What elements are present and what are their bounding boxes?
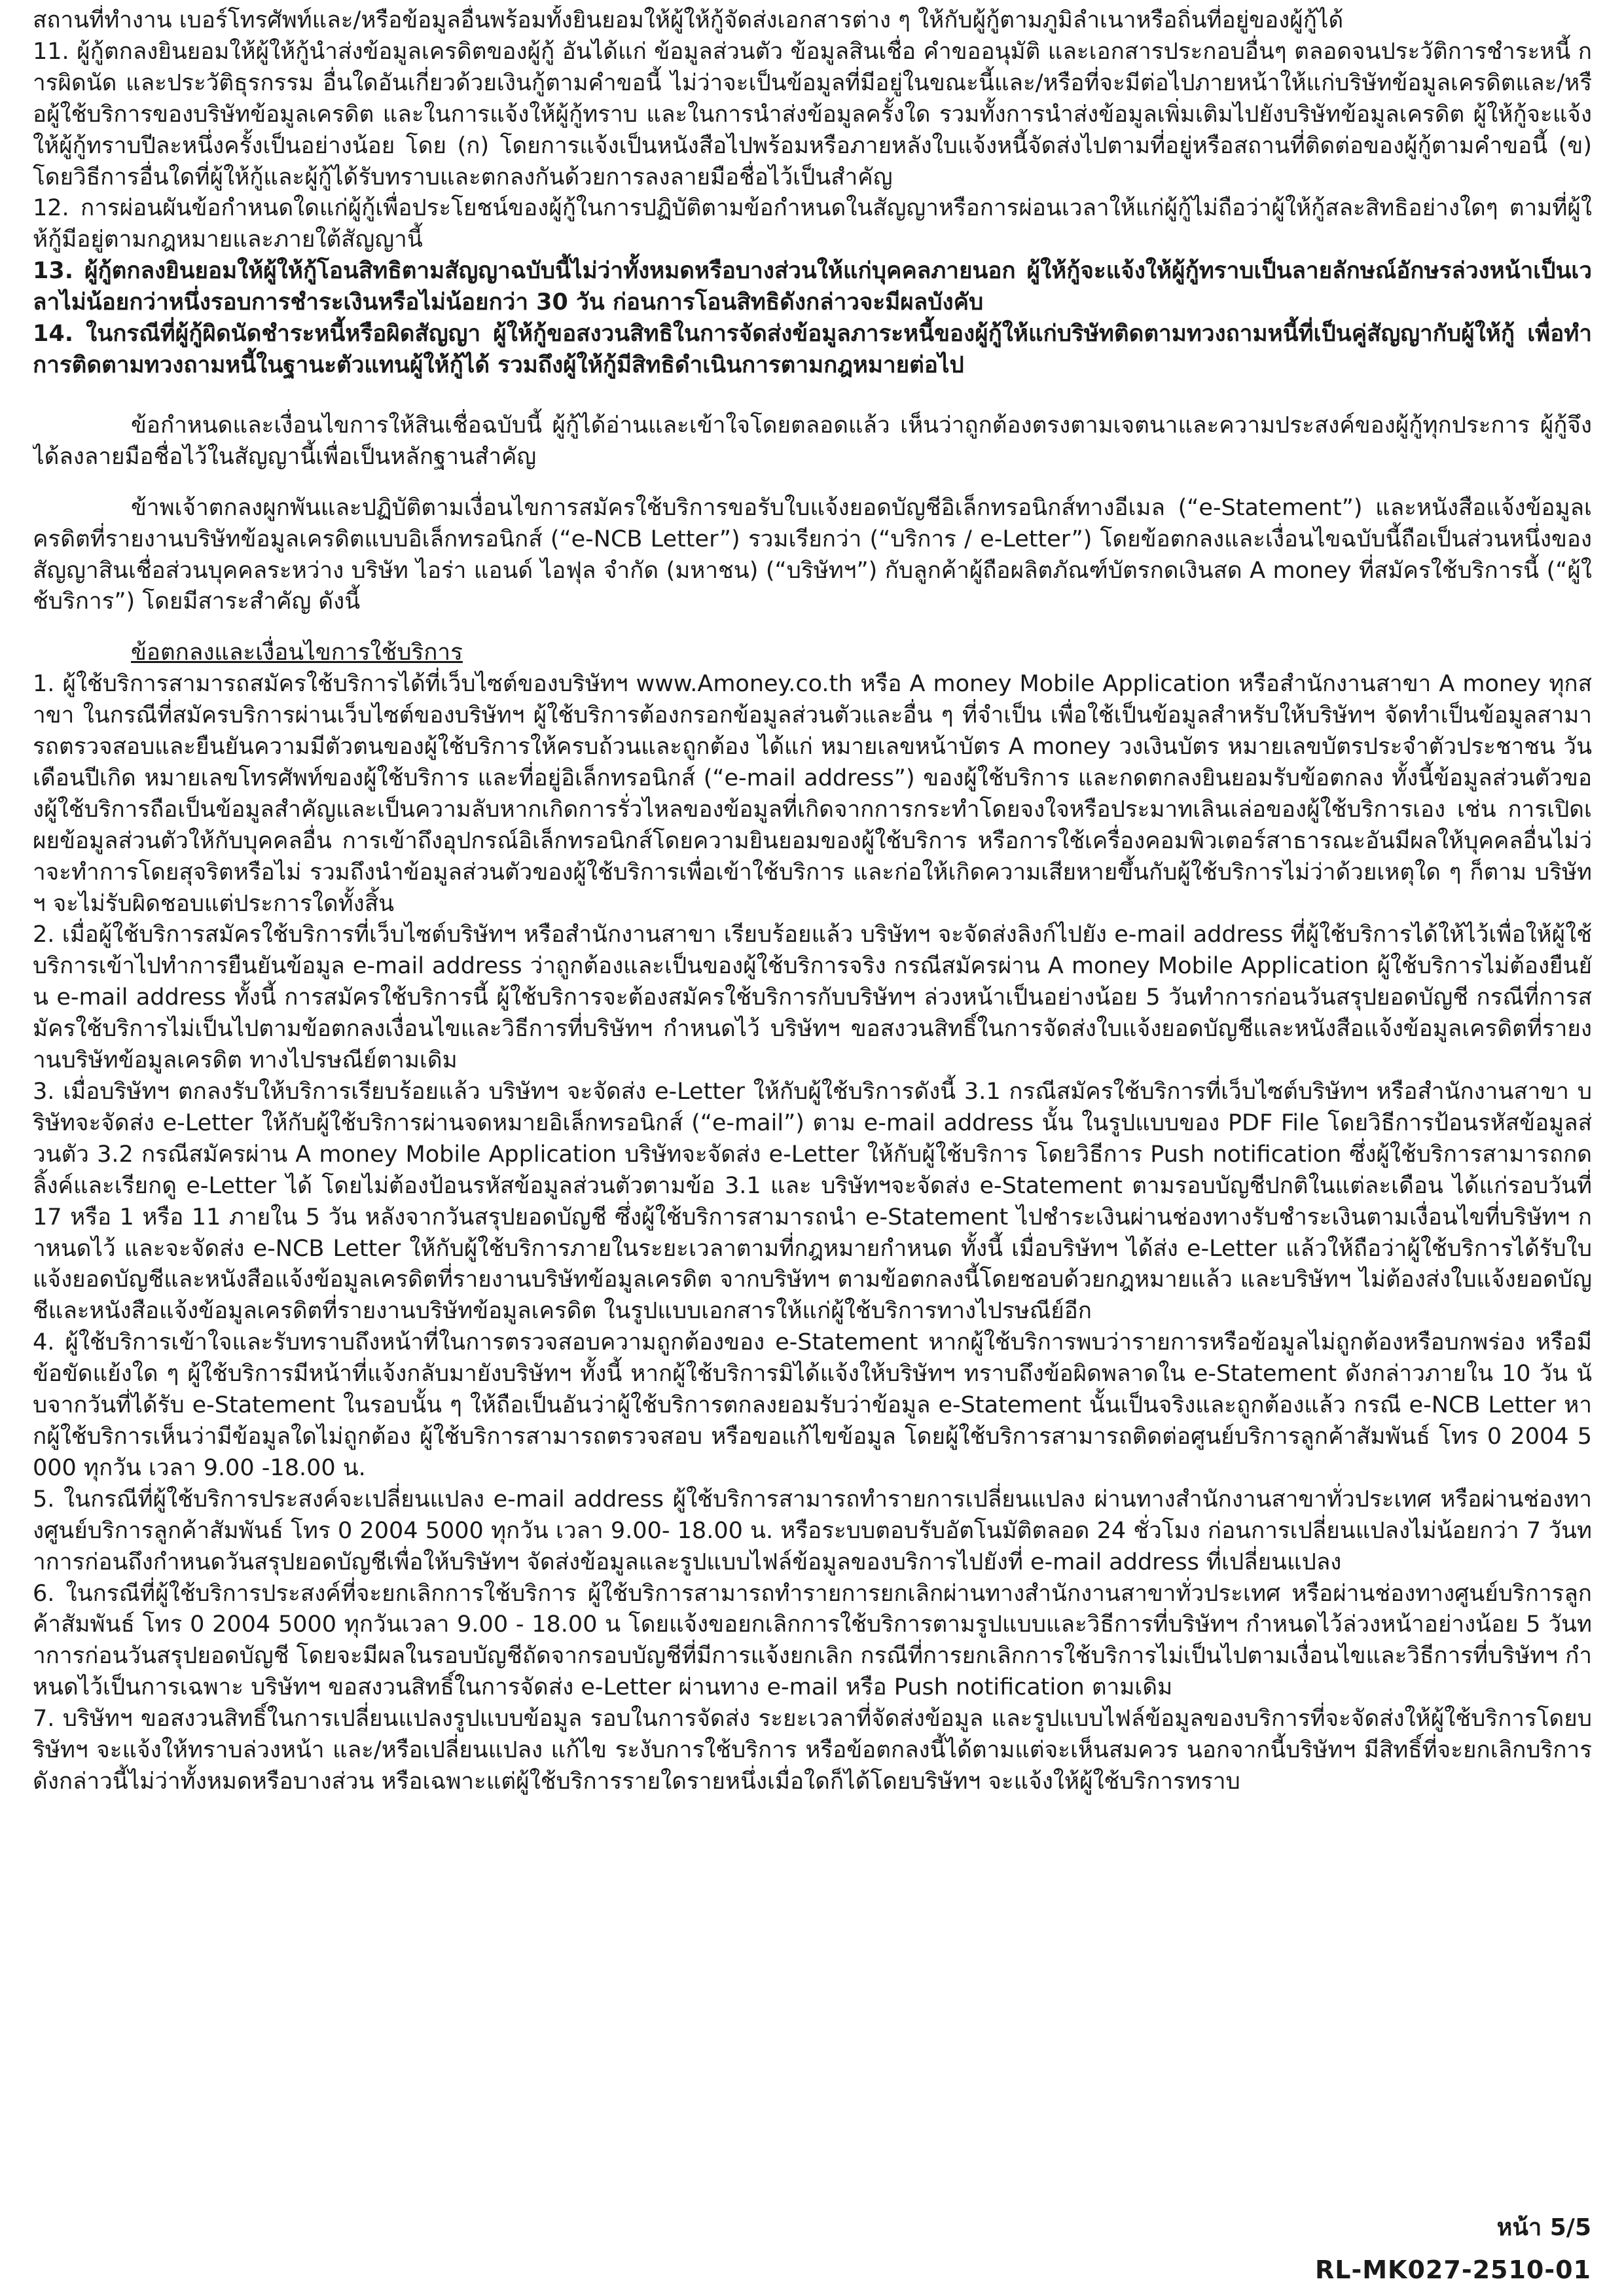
terms-heading: ข้อตกลงและเงื่อนไขการใช้บริการ <box>131 639 463 666</box>
document-code: RL-MK027-2510-01 <box>1314 2255 1591 2284</box>
term-7: 7. บริษัทฯ ขอสงวนสิทธิ์ในการเปลี่ยนแปลงรูปแบบข้อมูล รอบในการจัดส่ง ระยะเวลาที่จัดส่งข้อมูล และรูปแบบไฟล์ข้อมูลของบริการที่จะจัดส่งให้ผู้ใช้บริการโดยบริษัทฯ จะแจ้งให้ทราบล่วงหน้า และ/หรือเปลี่ยนแปลง แก้ไข ระงับการใช้บริการ หรือข้อตกลงนี้ได้ตามแต่จะเห็นสมควร นอกจากนี้บริษัทฯ มีสิทธิ์ที่จะยกเลิกบริการดังกล่าวนี้ไม่ว่าทั้งหมดหรือบางส่วน หรือเฉพาะแต่ผู้ใช้บริการรายใดรายหนึ่งเมื่อใดก็ได้โดยบริษัทฯ จะแจ้งให้ผู้ใช้บริการทราบ <box>33 1706 1592 1795</box>
spacer <box>33 473 1592 493</box>
clause-14: 14. ในกรณีที่ผู้กู้ผิดนัดชำระหนี้หรือผิดสัญญา ผู้ให้กู้ขอสงวนสิทธิในการจัดส่งข้อมูลภาระหนี้ของผู้กู้ให้แก่บริษัทติดตามทวงถามหนี้ที่เป็นคู่สัญญากับผู้ให้กู้ เพื่อทำการติดตามทวงถามหนี้ในฐานะตัวแทนผู้ให้กู้ได้ รวมถึงผู้ให้กู้มีสิทธิดำเนินการตามกฎหมายต่อไป <box>33 321 1592 378</box>
document-page <box>33 5 1592 2283</box>
top-fragment: สถานที่ทำงาน เบอร์โทรศัพท์และ/หรือข้อมูลอื่นพร้อมทั้งยินยอมให้ผู้ให้กู้จัดส่งเอกสารต่าง ๆ ให้กับผู้กู้ตามภูมิลำเนาหรือถิ่นที่อยู่ของผู้กู้ได้ <box>33 7 1344 33</box>
term-6: 6. ในกรณีที่ผู้ใช้บริการประสงค์ที่จะยกเลิกการใช้บริการ ผู้ใช้บริการสามารถทำรายการยกเลิกผ่านทางสำนักงานสาขาทั่วประเทศ หรือผ่านช่องทางศูนย์บริการลูกค้าสัมพันธ์ โทร 0 2004 5000 ทุกวันเวลา 9.00 - 18.00 น โดยแจ้งขอยกเลิกการใช้บริการตามรูปแบบและวิธีการที่บริษัทฯ กำหนดไว้ล่วงหน้าอย่างน้อย 5 วันทำการก่อนวันสรุปยอดบัญชี โดยจะมีผลในรอบบัญชีถัดจากรอบบัญชีที่มีการแจ้งยกเลิก กรณีที่การยกเลิกการใช้บริการไม่เป็นไปตามเงื่อนไขและวิธีการที่บริษัทฯ กำหนดไว้เป็นการเฉพาะ บริษัทฯ ขอสงวนสิทธิ์ในการจัดส่ง e-Letter ผ่านทาง e-mail หรือ Push notification ตามเดิม <box>33 1580 1592 1701</box>
acknowledgement-paragraph: ข้อกำหนดและเงื่อนไขการให้สินเชื่อฉบับนี้ ผู้กู้ได้อ่านและเข้าใจโดยตลอดแล้ว เห็นว่าถูกต้องตรงตามเจตนาและความประสงค์ของผู้กู้ทุกประการ ผู้กู้จึงได้ลงลายมือชื่อไว้ในสัญญานี้เพื่อเป็นหลักฐานสำคัญ <box>33 412 1592 470</box>
term-4: 4. ผู้ใช้บริการเข้าใจและรับทราบถึงหน้าที่ในการตรวจสอบความถูกต้องของ e-Statement หากผู้ใช้บริการพบว่ารายการหรือข้อมูลไม่ถูกต้องหรือบกพร่อง หรือมีข้อขัดแย้งใด ๆ ผู้ใช้บริการมีหน้าที่แจ้งกลับมายังบริษัทฯ ทั้งนี้ หากผู้ใช้บริการมิได้แจ้งให้บริษัทฯ ทราบถึงข้อผิดพลาดใน e-Statement ดังกล่าวภายใน 10 วัน นับจากวันที่ได้รับ e-Statement ในรอบนั้น ๆ ให้ถือเป็นอันว่าผู้ใช้บริการตกลงยอมรับว่าข้อมูล e-Statement นั้นเป็นจริงและถูกต้องแล้ว กรณี e-NCB Letter หากผู้ใช้บริการเห็นว่ามีข้อมูลใดไม่ถูกต้อง ผู้ใช้บริการสามารถตรวจสอบ หรือขอแก้ไขข้อมูล โดยผู้ใช้บริการสามารถติดต่อศูนย์บริการลูกค้าสัมพันธ์ โทร 0 2004 5000 ทุกวัน เวลา 9.00 -18.00 น. <box>33 1329 1592 1481</box>
term-1: 1. ผู้ใช้บริการสามารถสมัครใช้บริการได้ที่เว็บไซต์ของบริษัทฯ www.Amoney.co.th หรือ A money Mobile Application หรือสำนักงานสาขา A money ทุกสาขา ในกรณีที่สมัครบริการผ่านเว็บไซต์ของบริษัทฯ ผู้ใช้บริการต้องกรอกข้อมูลส่วนตัวและอื่น ๆ ที่จำเป็น เพื่อใช้เป็นข้อมูลสำหรับให้บริษัทฯ จัดทำเป็นข้อมูลสามารถตรวจสอบและยืนยันความมีตัวตนของผู้ใช้บริการให้ครบถ้วนและถูกต้อง ได้แก่ หมายเลขหน้าบัตร A money วงเงินบัตร หมายเลขบัตรประจำตัวประชาชน วันเดือนปีเกิด หมายเลขโทรศัพท์ของผู้ใช้บริการ และที่อยู่อิเล็กทรอนิกส์ (“e-mail address”) ของผู้ใช้บริการ และกดตกลงยินยอมรับข้อตกลง ทั้งนี้ข้อมูลส่วนตัวของผู้ใช้บริการถือเป็นข้อมูลสำคัญและเป็นความลับหากเกิดการรั่วไหลของข้อมูลที่เกิดจากการกระทำโดยจงใจหรือประมาทเลินเล่อของผู้ใช้บริการเอง เช่น การเปิดเผยข้อมูลส่วนตัวให้กับบุคคลอื่น การเข้าถึงอุปกรณ์อิเล็กทรอนิกส์โดยความยินยอมของผู้ใช้บริการ หรือการใช้เครื่องคอมพิวเตอร์สาธารณะอันมีผลให้บุคคลอื่นไม่ว่าจะทำการโดยสุจริตหรือไม่ รวมถึงนำข้อมูลส่วนตัวของผู้ใช้บริการเพื่อเข้าใช้บริการ และก่อให้เกิดความเสียหายขึ้นกับผู้ใช้บริการไม่ว่าด้วยเหตุใด ๆ ก็ตาม บริษัทฯ จะไม่รับผิดชอบแต่ประการใดทั้งสิ้น <box>33 671 1592 917</box>
term-3: 3. เมื่อบริษัทฯ ตกลงรับให้บริการเรียบร้อยแล้ว บริษัทฯ จะจัดส่ง e-Letter ให้กับผู้ใช้บริการดังนี้ 3.1 กรณีสมัครใช้บริการที่เว็บไซต์บริษัทฯ หรือสำนักงานสาขา บริษัทจะจัดส่ง e-Letter ให้กับผู้ใช้บริการผ่านจดหมายอิเล็กทรอนิกส์ (“e-mail”) ตาม e-mail address นั้น ในรูปแบบของ PDF File โดยวิธีการป้อนรหัสข้อมูลส่วนตัว 3.2 กรณีสมัครผ่าน A money Mobile Application บริษัทจะจัดส่ง e-Letter ให้กับผู้ใช้บริการ โดยวิธีการ Push notification ซึ่งผู้ใช้บริการสามารถกดลิ้งค์และเรียกดู e-Letter ได้ โดยไม่ต้องป้อนรหัสข้อมูลส่วนตัวตามข้อ 3.1 และ บริษัทฯจะจัดส่ง e-Statement ตามรอบบัญชีปกติในแต่ละเดือน ได้แก่รอบวันที่ 17 หรือ 1 หรือ 11 ภายใน 5 วัน หลังจากวันสรุปยอดบัญชี ซึ่งผู้ใช้บริการสามารถนำ e-Statement ไปชำระเงินผ่านช่องทางรับชำระเงินตามเงื่อนไขที่บริษัทฯ กำหนดไว้ และจะจัดส่ง e-NCB Letter ให้กับผู้ใช้บริการภายในระยะเวลาตามที่กฎหมายกำหนด ทั้งนี้ เมื่อบริษัทฯ ได้ส่ง e-Letter แล้วให้ถือว่าผู้ใช้บริการได้รับใบแจ้งยอดบัญชีและหนังสือแจ้งข้อมูลเครดิตที่รายงานบริษัทข้อมูลเครดิต จากบริษัทฯ ตามข้อตกลงนี้โดยชอบด้วยกฎหมายแล้ว และบริษัทฯ ไม่ต้องส่งใบแจ้งยอดบัญชีและหนังสือแจ้งข้อมูลเครดิตที่รายงานบริษัทข้อมูลเครดิต ในรูปแบบเอกสารให้แก่ผู้ใช้บริการทางไปรษณีย์อีก <box>33 1079 1592 1325</box>
spacer <box>33 618 1592 637</box>
page-number: หน้า 5/5 <box>1496 2214 1591 2241</box>
spacer <box>33 382 1592 410</box>
clause-11: 11. ผู้กู้ตกลงยินยอมให้ผู้ให้กู้นำส่งข้อมูลเครดิตของผู้กู้ อันได้แก่ ข้อมูลส่วนตัว ข้อมูลสินเชื่อ คำขออนุมัติ และเอกสารประกอบอื่นๆ ตลอดจนประวัติการชำระหนี้ การผิดนัด และประวัติธุรกรรม อื่นใดอันเกี่ยวด้วยเงินกู้ตามคำขอนี้ ไม่ว่าจะเป็นข้อมูลที่มีอยู่ในขณะนี้และ/หรือที่จะมีต่อไปภายหน้าให้แก่บริษัทข้อมูลเครดิตและ/หรือผู้ใช้บริการของบริษัทข้อมูลเครดิต และในการแจ้งให้ผู้กู้ทราบ และในการนำส่งข้อมูลครั้งใด รวมทั้งการนำส่งข้อมูลเพิ่มเติมไปยังบริษัทข้อมูลเครดิต ผู้ให้กู้จะแจ้งให้ผู้กู้ทราบปีละหนึ่งครั้งเป็นอย่างน้อย โดย (ก) โดยการแจ้งเป็นหนังสือไปพร้อมหรือภายหลังใบแจ้งหนี้จัดส่งไปตามที่อยู่หรือสถานที่ติดต่อของผู้กู้ตามคำขอนี้ (ข) โดยวิธีการอื่นใดที่ผู้ให้กู้และผู้กู้ได้รับทราบและตกลงกันด้วยการลงลายมือชื่อไว้เป็นสำคัญ <box>33 38 1592 190</box>
agreement-intro-paragraph: ข้าพเจ้าตกลงผูกพันและปฏิบัติตามเงื่อนไขการสมัครใช้บริการขอรับใบแจ้งยอดบัญชีอิเล็กทรอนิกส์ทางอีเมล (“e-Statement”) และหนังสือแจ้งข้อมูลเครดิตที่รายงานบริษัทข้อมูลเครดิตแบบอิเล็กทรอนิกส์ (“e-NCB Letter”) รวมเรียกว่า (“บริการ / e-Letter”) โดยข้อตกลงและเงื่อนไขฉบับนี้ถือเป็นส่วนหนึ่งของสัญญาสินเชื่อส่วนบุคคลระหว่าง บริษัท ไอร่า แอนด์ ไอฟุล จำกัด (มหาชน) (“บริษัทฯ”) กับลูกค้าผู้ถือผลิตภัณฑ์บัตรกดเงินสด A money ที่สมัครใช้บริการนี้ (“ผู้ใช้บริการ”) โดยมีสาระสำคัญ ดังนี้ <box>33 494 1592 615</box>
clause-12: 12. การผ่อนผันข้อกำหนดใดแก่ผู้กู้เพื่อประโยชน์ของผู้กู้ในการปฏิบัติตามข้อกำหนดในสัญญาหรือการผ่อนเวลาให้แก่ผู้กู้ไม่ถือว่าผู้ให้กู้สละสิทธิอย่างใดๆ ตามที่ผู้ให้กู้มีอยู่ตามกฎหมายและภายใต้สัญญานี้ <box>33 195 1592 253</box>
term-5: 5. ในกรณีที่ผู้ใช้บริการประสงค์จะเปลี่ยนแปลง e-mail address ผู้ใช้บริการสามารถทำรายการเปลี่ยนแปลง ผ่านทางสำนักงานสาขาทั่วประเทศ หรือผ่านช่องทางศูนย์บริการลูกค้าสัมพันธ์ โทร 0 2004 5000 ทุกวัน เวลา 9.00- 18.00 น. หรือระบบตอบรับอัตโนมัติตลอด 24 ชั่วโมง ก่อนการเปลี่ยนแปลงไม่น้อยกว่า 7 วันทำการก่อนถึงกำหนดวันสรุปยอดบัญชีเพื่อให้บริษัทฯ จัดส่งข้อมูลและรูปแบบไฟล์ข้อมูลของบริการไปยังที่ e-mail address ที่เปลี่ยนแปลง <box>33 1486 1592 1575</box>
clause-13: 13. ผู้กู้ตกลงยินยอมให้ผู้ให้กู้โอนสิทธิตามสัญญาฉบับนี้ไม่ว่าทั้งหมดหรือบางส่วนให้แก่บุคคลภายนอก ผู้ให้กู้จะแจ้งให้ผู้กู้ทราบเป็นลายลักษณ์อักษรล่วงหน้าเป็นเวลาไม่น้อยกว่าหนึ่งรอบการชำระเงินหรือไม่น้อยกว่า 30 วัน ก่อนการโอนสิทธิดังกล่าวจะมีผลบังคับ <box>33 258 1592 316</box>
term-2: 2. เมื่อผู้ใช้บริการสมัครใช้บริการที่เว็บไซต์บริษัทฯ หรือสำนักงานสาขา เรียบร้อยแล้ว บริษัทฯ จะจัดส่งลิงก์ไปยัง e-mail address ที่ผู้ใช้บริการได้ให้ไว้เพื่อให้ผู้ใช้บริการเข้าไปทำการยืนยันข้อมูล e-mail address ว่าถูกต้องและเป็นของผู้ใช้บริการจริง กรณีสมัครผ่าน A money Mobile Application ผู้ใช้บริการไม่ต้องยืนยัน e-mail address ทั้งนี้ การสมัครใช้บริการนี้ ผู้ใช้บริการจะต้องสมัครใช้บริการกับบริษัทฯ ล่วงหน้าเป็นอย่างน้อย 5 วันทำการก่อนวันสรุปยอดบัญชี กรณีที่การสมัครใช้บริการไม่เป็นไปตามข้อตกลงเงื่อนไขและวิธีการที่บริษัทฯ กำหนดไว้ บริษัทฯ ขอสงวนสิทธิ์ในการจัดส่งใบแจ้งยอดบัญชีและหนังสือแจ้งข้อมูลเครดิตที่รายงานบริษัทข้อมูลเครดิต ทางไปรษณีย์ตามเดิม <box>33 922 1592 1074</box>
